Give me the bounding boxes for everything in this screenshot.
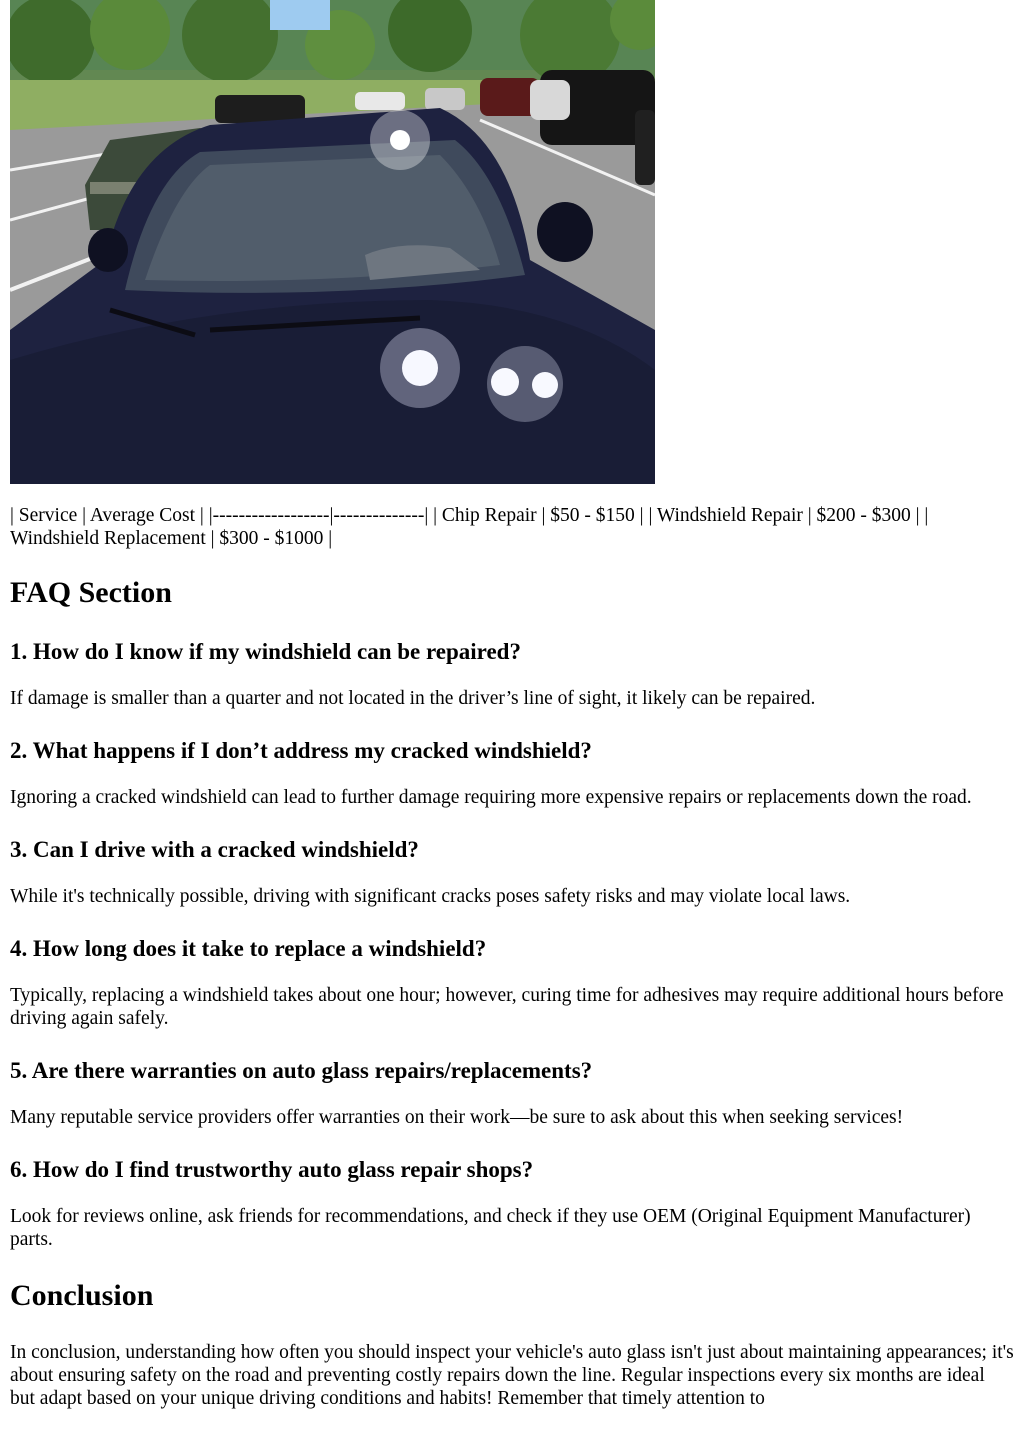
faq-heading: FAQ Section	[10, 576, 172, 609]
faq-question: 6. How do I find trustworthy auto glass repair shops?	[10, 1157, 534, 1182]
faq-answer: Typically, replacing a windshield takes about one hour; however, curing time for adhesives may require additional hours before driving again safely.	[10, 985, 1004, 1029]
conclusion-heading: Conclusion	[10, 1279, 154, 1312]
article-content	[10, 0, 1014, 1410]
faq-answer: Many reputable service providers offer warranties on their work—be sure to ask about this when seeking services!	[10, 1107, 904, 1128]
faq-question: 2. What happens if I don’t address my cracked windshield?	[10, 738, 592, 763]
faq-question: 3. Can I drive with a cracked windshield?	[10, 837, 419, 862]
faq-question: 5. Are there warranties on auto glass repairs/replacements?	[10, 1058, 593, 1083]
faq-answer: While it's technically possible, driving with significant cracks poses safety risks and may violate local laws.	[10, 886, 851, 907]
faq-question: 1. How do I know if my windshield can be repaired?	[10, 639, 521, 664]
car-photo-illustration	[10, 0, 655, 484]
faq-question: 4. How long does it take to replace a windshield?	[10, 936, 487, 961]
faq-answer: If damage is smaller than a quarter and not located in the driver’s line of sight, it likely can be repaired.	[10, 688, 816, 709]
conclusion-text: In conclusion, understanding how often you should inspect your vehicle's auto glass isn't just about maintaining appearances; it's about ensuring safety on the road and preventing costly repairs down the line. Regular inspections every six months are ideal but adapt based on your unique driving conditions and habits! Remember that timely attention to	[10, 1342, 1014, 1409]
cost-table-text: | Service | Average Cost | |------------------|--------------| | Chip Repair | $50 - $150 | | Windshield Repair | $200 - $300 | | Windshield Replacement | $300 - $1000 |	[10, 505, 929, 549]
faq-answer: Look for reviews online, ask friends for recommendations, and check if they use OEM (Original Equipment Manufacturer) parts.	[10, 1206, 971, 1250]
car-windshield-photo	[10, 0, 655, 484]
faq-answer: Ignoring a cracked windshield can lead to further damage requiring more expensive repairs or replacements down the road.	[10, 787, 972, 808]
